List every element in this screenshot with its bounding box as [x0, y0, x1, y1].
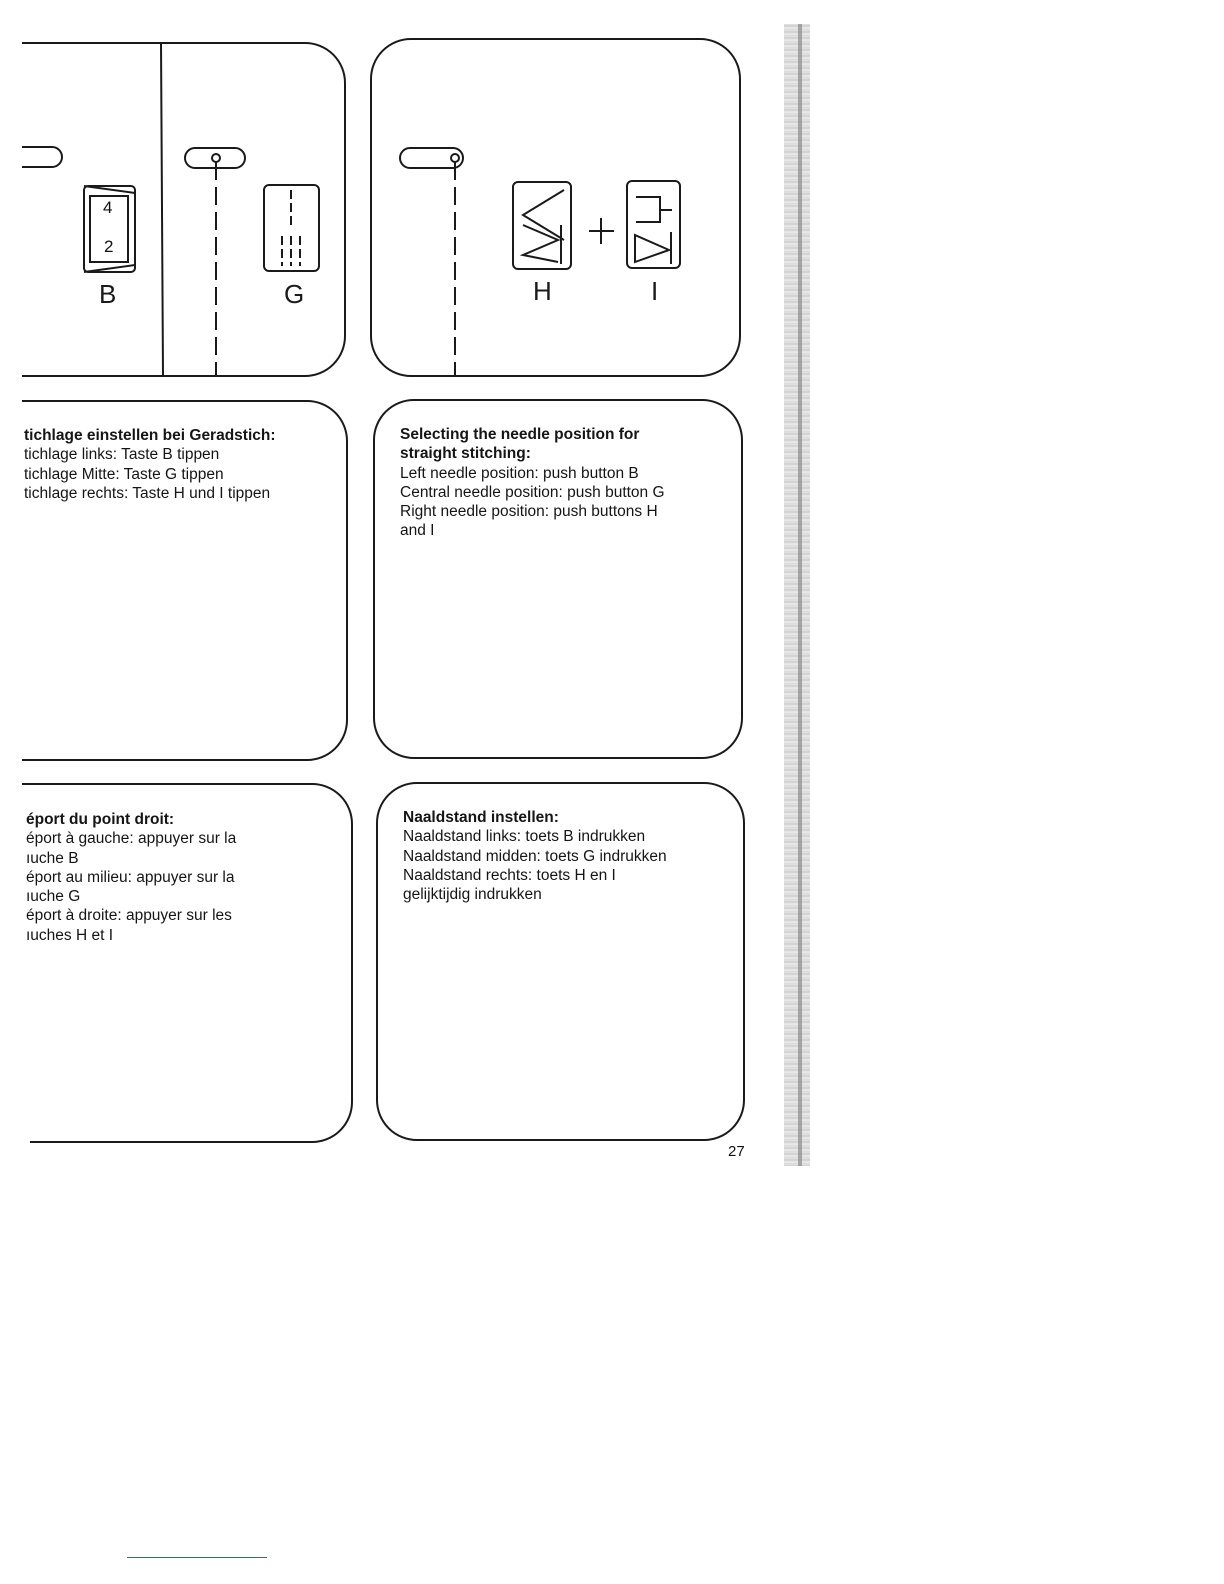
button-b-number-bottom: 2	[104, 237, 114, 256]
key-label-g: G	[284, 279, 305, 309]
english-heading-2: straight stitching:	[400, 445, 531, 463]
french-line-3: éport au milieu: appuyer sur la	[26, 868, 235, 886]
button-b-number-top: 4	[103, 198, 113, 217]
panel-top-left-frame	[22, 43, 345, 376]
dutch-line-1: Naaldstand links: toets B indrukken	[403, 828, 646, 846]
english-heading-1: Selecting the needle position for	[400, 426, 640, 443]
button-h-icon	[513, 182, 571, 269]
french-heading: éport du point droit:	[26, 811, 175, 828]
page-number: 27	[728, 1143, 745, 1160]
english-line-1: Left needle position: push button B	[400, 464, 639, 482]
english-text-block	[400, 425, 665, 541]
footer-rule	[127, 1557, 267, 1558]
german-text-block	[24, 426, 276, 503]
panel-top-right-frame	[371, 39, 740, 376]
dutch-line-4: gelijktijdig indrukken	[403, 886, 542, 904]
french-line-4: ıuche G	[26, 888, 81, 906]
german-line-3: tichlage rechts: Taste H und I tippen	[24, 484, 271, 502]
key-label-b: B	[99, 279, 117, 309]
german-heading: tichlage einstellen bei Geradstich:	[24, 427, 276, 444]
plus-icon	[589, 218, 614, 244]
english-line-4: and I	[400, 522, 435, 540]
french-line-6: ıuches H et I	[26, 926, 114, 944]
english-line-2: Central needle position: push button G	[400, 483, 665, 501]
needle-slot-icon	[22, 147, 62, 167]
french-line-1: éport à gauche: appuyer sur la	[26, 830, 237, 848]
key-label-i: I	[651, 276, 659, 306]
english-line-3: Right needle position: push buttons H	[400, 503, 658, 521]
button-i-icon	[627, 181, 680, 268]
dutch-line-2: Naaldstand midden: toets G indrukken	[403, 847, 667, 865]
panel-top-left-divider	[161, 43, 163, 376]
german-line-2: tichlage Mitte: Taste G tippen	[24, 465, 224, 483]
dutch-line-3: Naaldstand rechts: toets H en I	[403, 866, 616, 884]
key-label-h: H	[533, 276, 552, 306]
needle-right-icon	[400, 148, 463, 376]
french-line-5: éport à droite: appuyer sur les	[26, 907, 232, 925]
dutch-heading: Naaldstand instellen:	[403, 809, 559, 826]
needle-center-icon	[185, 148, 245, 376]
french-text-block	[26, 810, 236, 945]
french-line-2: ıuche B	[26, 849, 79, 867]
dutch-text-block	[403, 808, 667, 904]
button-g-icon	[264, 185, 319, 271]
german-line-1: tichlage links: Taste B tippen	[24, 446, 220, 464]
